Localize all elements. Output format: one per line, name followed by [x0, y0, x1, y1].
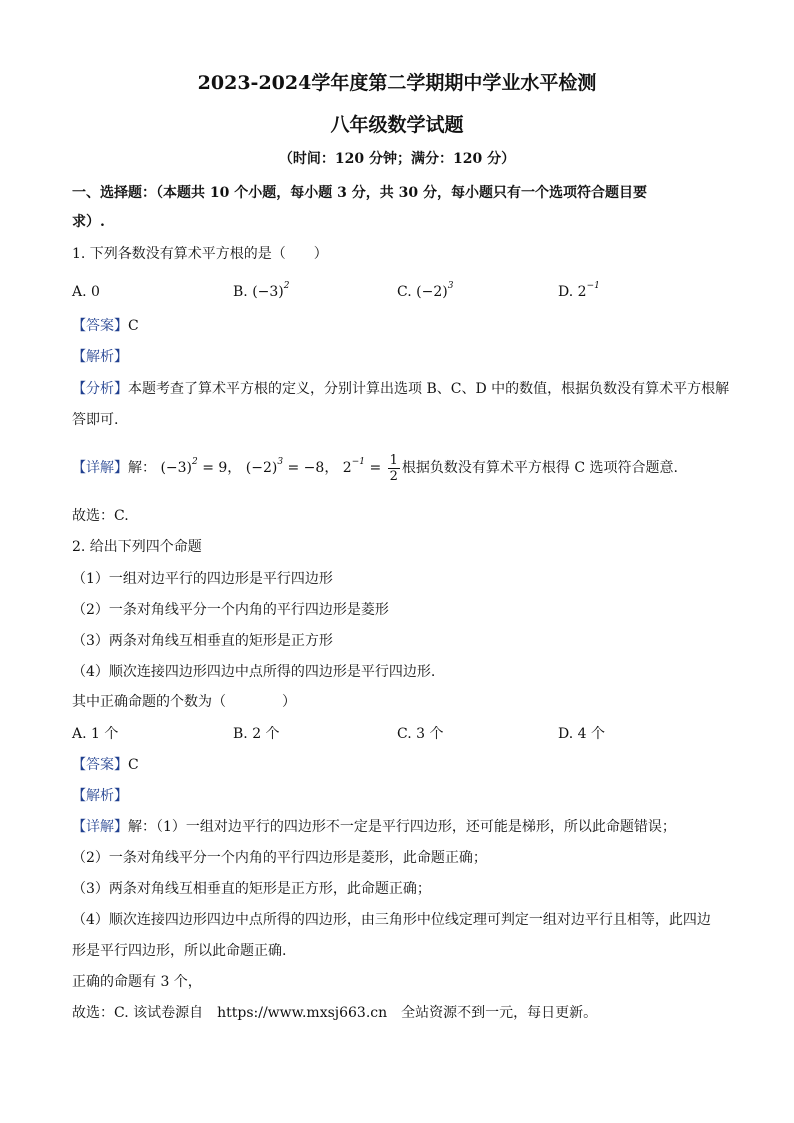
q1-answer-tag: 【答案】	[72, 318, 128, 334]
q2-detail-line4: （4）顺次连接四边形四边中点所得的四边形，由三角形中位线定理可判定一组对边平行且相等，此四边	[72, 912, 711, 928]
section-heading-line1: 一、选择题：（本题共 10 个小题，每小题 3 分，共 30 分，每小题只有一个选项符合题目要	[72, 185, 647, 201]
q1-option-a-value: 0	[91, 284, 100, 300]
q1-detail-e3-eq: =	[369, 460, 382, 476]
q1-detail-e1-base: (−3)	[160, 460, 193, 476]
q2-answer-tag: 【答案】	[72, 757, 128, 773]
q1-analysis-tag: 【解析】	[72, 349, 128, 365]
q1-fenxi-line1	[72, 380, 729, 398]
q2-option-b: B. 2 个	[233, 726, 280, 742]
q1-fenxi-tag: 【分析】	[72, 381, 128, 397]
q1-detail-tag: 【详解】	[72, 460, 128, 476]
q2-option-d: D. 4 个	[558, 726, 605, 742]
q2-question: 其中正确命题的个数为（ ）	[72, 694, 296, 710]
q1-option-c-base: (−2)	[416, 284, 448, 300]
q1-option-d-exp: −1	[586, 281, 600, 291]
q2-count-line: 正确的命题有 3 个，	[72, 974, 202, 990]
section-heading-line2: 求）.	[72, 214, 105, 230]
q2-option-c: C. 3 个	[397, 726, 444, 742]
q2-answer	[72, 756, 139, 774]
q1-answer-value: C	[128, 318, 139, 334]
q1-answer	[72, 317, 139, 335]
q1-option-a-letter: A.	[72, 284, 87, 300]
q1-option-b-base: (−3)	[252, 284, 284, 300]
q1-detail-fraction	[388, 453, 400, 484]
q1-option-b	[233, 283, 290, 303]
q2-detail-line2: （2）一条对角线平分一个内角的平行四边形是菱形，此命题正确；	[72, 850, 487, 866]
q1-detail-frac-den: 2	[389, 468, 398, 484]
exam-title: 2023-2024学年度第二学期期中学业水平检测	[197, 72, 597, 94]
q1-fenxi-text: 本题考查了算术平方根的定义，分别计算出选项 B、C、D 中的数值，根据负数没有算术平方根解	[128, 381, 730, 397]
q2-prop-4: （4）顺次连接四边形四边中点所得的四边形是平行四边形.	[72, 664, 436, 680]
q1-fenxi-line2: 答即可.	[72, 412, 119, 428]
q2-detail-text1: 解：（1）一组对边平行的四边形不一定是平行四边形，还可能是梯形，所以此命题错误；	[128, 819, 676, 835]
q2-prop-3: （3）两条对角线互相垂直的矩形是正方形	[72, 633, 333, 649]
q1-option-d-letter: D.	[558, 284, 574, 300]
q2-prop-2: （2）一条对角线平分一个内角的平行四边形是菱形	[72, 602, 389, 618]
q2-detail-tag: 【详解】	[72, 819, 128, 835]
q2-option-a: A. 1 个	[72, 726, 119, 742]
q1-option-c	[397, 283, 453, 303]
exam-time-info: （时间：120 分钟；满分：120 分）	[278, 151, 516, 167]
q1-option-c-letter: C.	[397, 284, 412, 300]
q2-conclusion: 故选：C. 该试卷源自 https://www.mxsj663.cn 全站资源不到一元，每日更新。	[72, 1005, 598, 1021]
q1-conclusion: 故选：C.	[72, 508, 129, 524]
q1-stem: 1. 下列各数没有算术平方根的是（ ）	[72, 246, 328, 262]
q2-prop-1: （1）一组对边平行的四边形是平行四边形	[72, 571, 333, 587]
q1-option-d-base: 2	[577, 284, 587, 300]
q1-option-c-exp: 3	[447, 281, 454, 291]
q1-detail-e3-base: 2	[342, 460, 352, 476]
q1-detail-e3-exp: −1	[351, 457, 365, 467]
q2-stem: 2. 给出下列四个命题	[72, 539, 202, 555]
q1-option-b-letter: B.	[233, 284, 248, 300]
q1-option-a	[72, 283, 100, 301]
q1-detail	[72, 448, 678, 488]
q2-answer-value: C	[128, 757, 139, 773]
q1-detail-suffix: 根据负数没有算术平方根得 C 选项符合题意.	[401, 460, 678, 476]
q1-detail-e2-exp: 3	[277, 457, 284, 467]
q2-detail-line5: 形是平行四边形，所以此命题正确.	[72, 943, 287, 959]
q2-detail-line1	[72, 818, 676, 836]
q1-option-d	[558, 283, 600, 303]
q1-detail-e1-rest: = 9，	[202, 460, 242, 476]
q1-detail-prefix: 解：	[128, 460, 156, 476]
q1-detail-frac-num: 1	[389, 452, 398, 468]
q2-detail-line3: （3）两条对角线互相垂直的矩形是正方形，此命题正确；	[72, 881, 431, 897]
q1-option-b-exp: 2	[283, 281, 290, 291]
q1-detail-e2-base: (−2)	[245, 460, 278, 476]
q1-detail-e2-rest: = −8，	[287, 460, 339, 476]
q2-analysis-tag: 【解析】	[72, 788, 128, 804]
exam-subject: 八年级数学试题	[330, 114, 464, 136]
q1-detail-e1-exp: 2	[192, 457, 198, 467]
